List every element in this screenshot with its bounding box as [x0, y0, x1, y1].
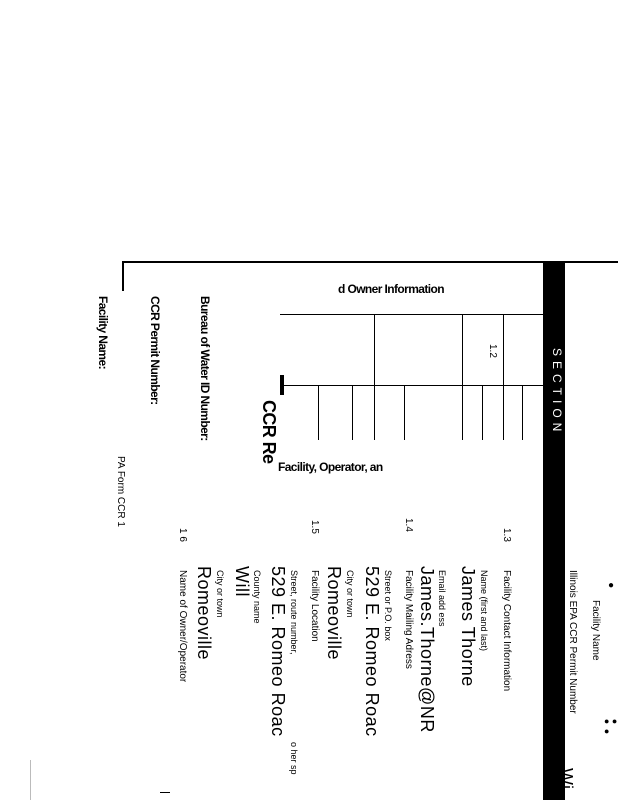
- grid-line-v6: [352, 385, 353, 440]
- facility-name-label: Facility Name: [590, 600, 601, 661]
- item-number-1-4: 1.4: [403, 518, 414, 532]
- mailing-city-value: Romeoville: [324, 566, 344, 661]
- location-city-value: Romeoville: [194, 566, 214, 661]
- grid-line-v3: [503, 314, 504, 440]
- location-street-value: 529 E. Romeo Roac: [268, 566, 288, 737]
- mailing-street-value: 529 E. Romeo Roac: [362, 566, 382, 737]
- item-number-1-2: 1.2: [487, 344, 498, 358]
- ccr-heading: CCR Re: [259, 400, 279, 464]
- top-rule: [122, 261, 618, 263]
- location-city-label: City or town: [215, 570, 225, 618]
- section-heading-left: Facility, Operator, an: [278, 460, 383, 474]
- scan-edge-mark: [30, 760, 31, 800]
- email-label: Email add ess: [437, 570, 447, 627]
- section-bar: [543, 262, 565, 800]
- grid-tick: [280, 375, 284, 395]
- ccr-permit-label: CCR Permit Number:: [148, 296, 162, 405]
- section-title: SECTION: [550, 348, 564, 437]
- contact-info-label: Facility Contact Information: [501, 570, 512, 692]
- bullet-2: ● ● ●: [604, 716, 618, 736]
- facility-name-label-left: Facility Name:: [96, 296, 110, 369]
- form-footer: PA Form CCR 1: [115, 456, 126, 527]
- grid-line-v4: [522, 385, 523, 440]
- scan-edge-dash: [160, 792, 170, 793]
- item-number-1-6: 1 6: [177, 528, 188, 542]
- illinois-permit-label: Illinois EPA CCR Permit Number: [567, 570, 578, 714]
- grid-line-v8: [482, 385, 483, 440]
- location-street-label: Street, route number,: [289, 570, 299, 655]
- email-value: James.Thorne@NR: [417, 566, 437, 733]
- grid-line-v1: [374, 314, 375, 440]
- mailing-address-label: Facility Mailing Adress: [403, 570, 414, 669]
- location-street-label-2: o her sp: [289, 742, 299, 775]
- wi-fragment: Wi: [556, 768, 576, 789]
- county-label: County name: [252, 570, 262, 624]
- item-number-1-5: 1.5: [309, 520, 320, 534]
- grid-line-v2: [462, 314, 463, 440]
- owner-operator-label: Name of Owner/Operator: [177, 570, 188, 683]
- name-label: Name (first and last): [479, 570, 489, 652]
- county-value: Will: [232, 566, 252, 597]
- facility-location-label: Facility Location: [309, 570, 320, 642]
- contact-name-value: James Thorne: [458, 566, 478, 687]
- mailing-city-label: City or town: [345, 570, 355, 618]
- item-number-1-3: 1.3: [501, 528, 512, 542]
- bullet: ●: [608, 580, 615, 591]
- bureau-id-label: Bureau of Water ID Number:: [198, 296, 212, 441]
- grid-line-v5: [318, 385, 319, 440]
- mailing-street-label: Street or P.O. box: [383, 570, 393, 641]
- grid-line-v7: [404, 385, 405, 440]
- top-rule-tick: [122, 261, 124, 291]
- section-heading-right: d Owner Information: [338, 282, 444, 296]
